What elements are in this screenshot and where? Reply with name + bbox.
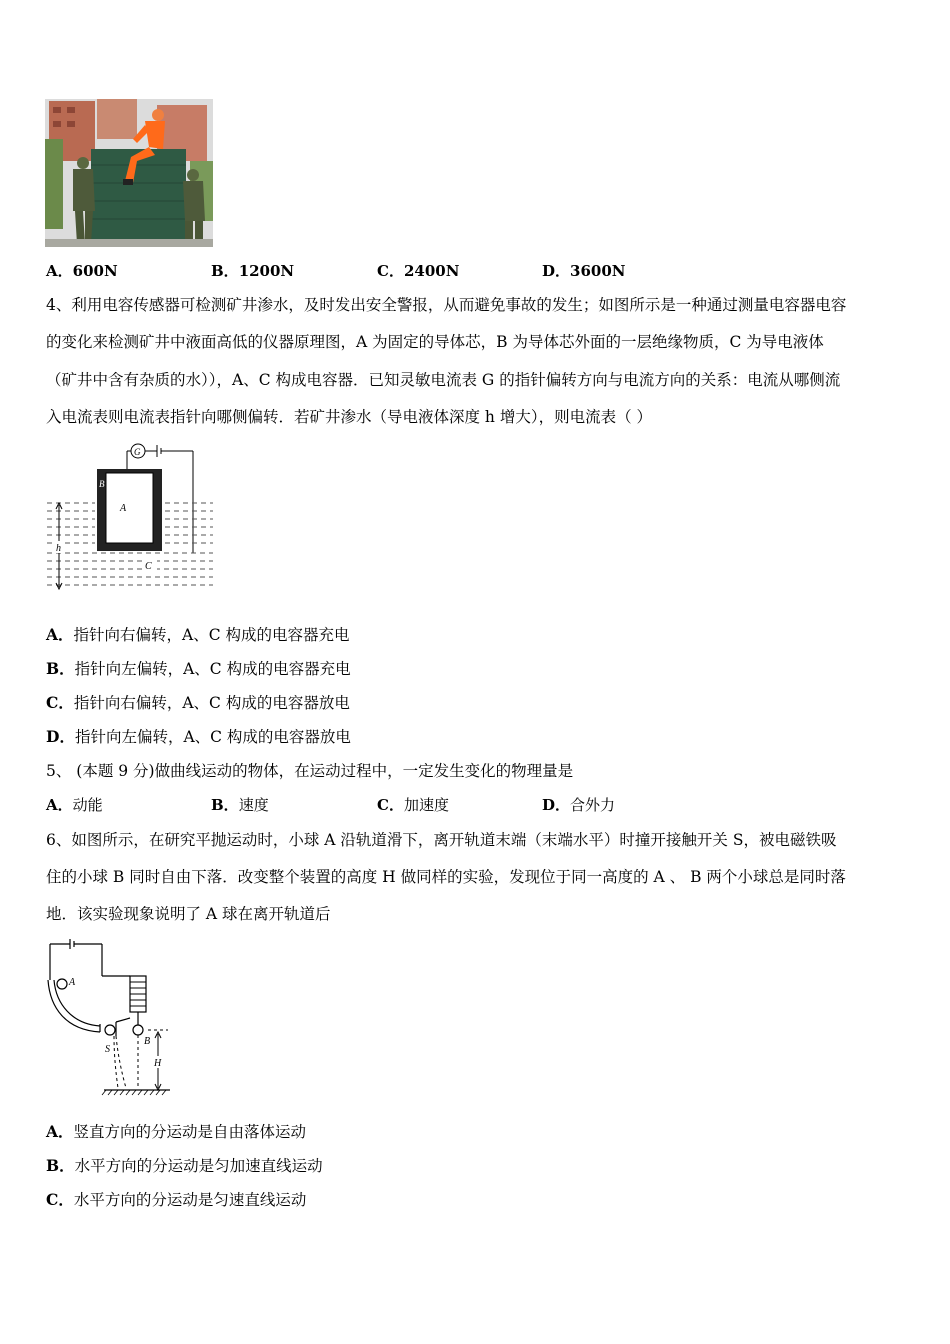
wall-jump-photo bbox=[45, 99, 213, 247]
q4-stem-line-3: （矿井中含有杂质的水）），A、C 构成电容器．已知灵敏电流表 G 的指针偏转方向与电流方向的关系：电流从哪侧流 bbox=[46, 371, 841, 389]
capacitor-sensor-diagram bbox=[45, 441, 217, 593]
insulator-label: B bbox=[99, 479, 105, 489]
q3-option-b: B．1200N bbox=[211, 262, 295, 280]
q4-option-b: B．指针向左偏转，A、C 构成的电容器充电 bbox=[46, 659, 351, 678]
q4-option-a: A．指针向右偏转，A、C 构成的电容器充电 bbox=[46, 625, 350, 644]
q4-stem-line-4: 入电流表则电流表指针向哪侧偏转．若矿井渗水（导电液体深度 h 增大），则电流表（ ） bbox=[46, 408, 653, 426]
switch-label: S bbox=[105, 1044, 110, 1055]
q3-option-c: C．2400N bbox=[377, 262, 460, 280]
q6-option-c: C．水平方向的分运动是匀速直线运动 bbox=[46, 1190, 307, 1209]
ball-b-label: B bbox=[144, 1036, 151, 1047]
q6-option-a: A．竖直方向的分运动是自由落体运动 bbox=[46, 1122, 307, 1141]
conductor-core-label: A bbox=[120, 503, 127, 514]
depth-label: h bbox=[56, 543, 61, 554]
q4-stem-line-2: 的变化来检测矿井中液面高低的仪器原理图，A 为固定的导体芯，B 为导体芯外面的一层绝缘物质，C 为导电液体 bbox=[46, 333, 824, 351]
projectile-experiment-diagram bbox=[44, 938, 174, 1096]
galvanometer-label: G bbox=[134, 447, 141, 457]
liquid-label: C bbox=[145, 561, 152, 572]
q6-option-b: B．水平方向的分运动是匀加速直线运动 bbox=[46, 1156, 323, 1175]
q6-stem-line-1: 6、如图所示，在研究平抛运动时，小球 A 沿轨道滑下，离开轨道末端（末端水平）时撞开接触开关 S，被电磁铁吸 bbox=[46, 831, 837, 849]
q6-stem-line-3: 地．该实验现象说明了 A 球在离开轨道后 bbox=[46, 905, 331, 923]
q5-stem: 5、 (本题 9 分)做曲线运动的物体，在运动过程中，一定发生变化的物理量是 bbox=[46, 762, 574, 780]
q4-option-d: D．指针向左偏转，A、C 构成的电容器放电 bbox=[46, 727, 351, 746]
height-label: H bbox=[154, 1058, 162, 1069]
q3-option-d: D．3600N bbox=[542, 262, 626, 280]
q5-option-c: C．加速度 bbox=[377, 796, 449, 814]
q5-option-a: A．动能 bbox=[46, 796, 103, 814]
ball-a-label: A bbox=[69, 977, 76, 988]
q5-option-b: B．速度 bbox=[211, 796, 269, 814]
q3-option-a: A．600N bbox=[46, 262, 118, 280]
q4-stem-line-1: 4、利用电容传感器可检测矿井渗水，及时发出安全警报，从而避免事故的发生；如图所示是一种通过测量电容器电容 bbox=[46, 296, 847, 314]
q6-stem-line-2: 住的小球 B 同时自由下落．改变整个装置的高度 H 做同样的实验，发现位于同一高度的 A 、 B 两个小球总是同时落 bbox=[46, 868, 846, 886]
q5-option-d: D．合外力 bbox=[542, 796, 616, 814]
q4-option-c: C．指针向右偏转，A、C 构成的电容器放电 bbox=[46, 693, 350, 712]
